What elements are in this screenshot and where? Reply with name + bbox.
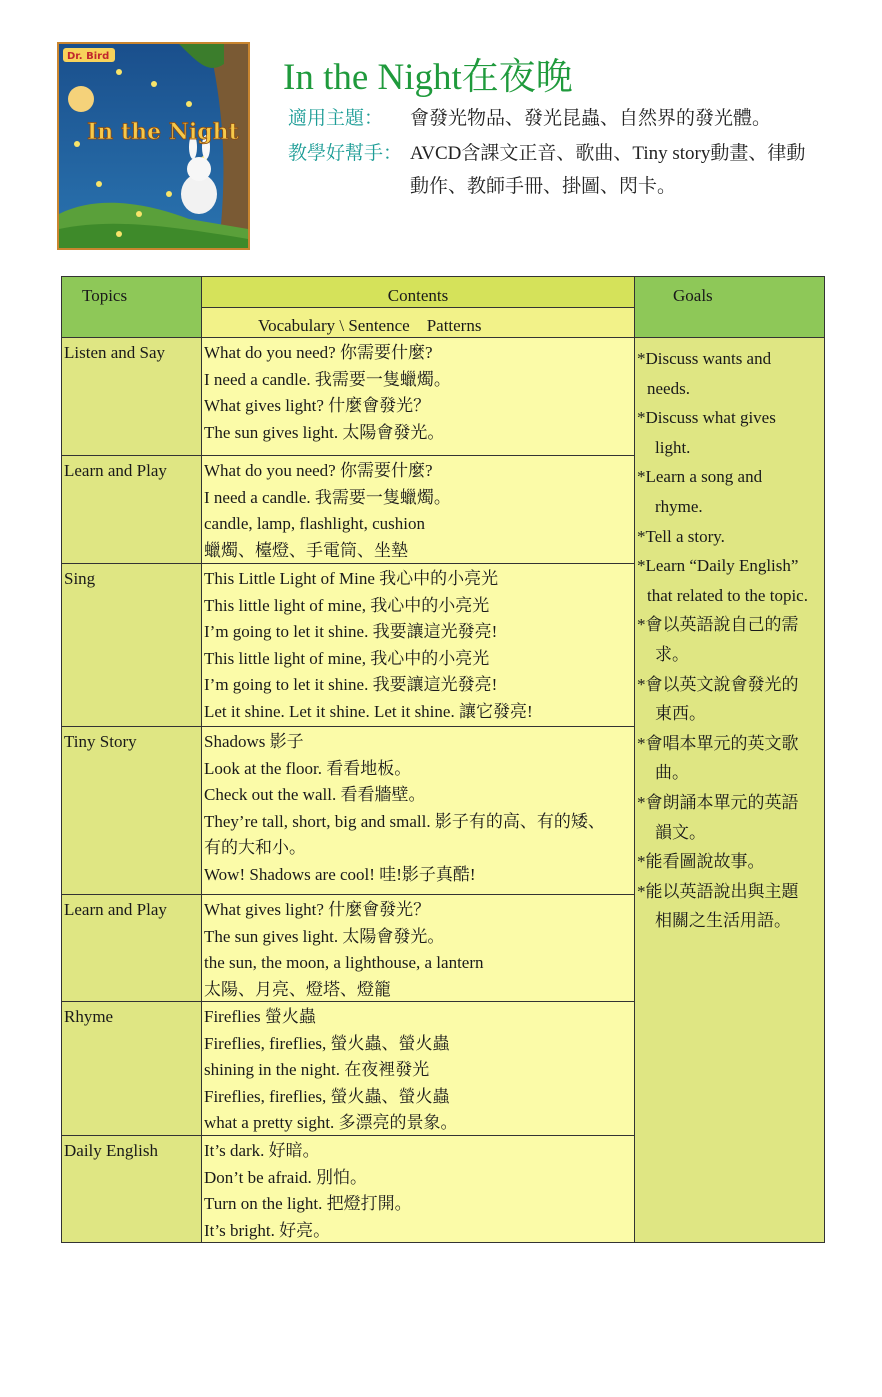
content-line: what a pretty sight. 多漂亮的景象。: [204, 1113, 458, 1132]
content-line: Turn on the light. 把燈打開。: [204, 1194, 412, 1213]
goal-line: *能看圖說故事。: [637, 852, 765, 872]
curriculum-table: [61, 276, 825, 1243]
topic-cell: Listen and Say: [62, 338, 202, 456]
goal-line: *會以英文說會發光的: [637, 674, 799, 694]
content-line: It’s dark. 好暗。: [204, 1141, 320, 1160]
goal-line: 曲。: [655, 763, 689, 783]
content-line: Fireflies 螢火蟲: [204, 1007, 316, 1026]
content-line: candle, lamp, flashlight, cushion: [204, 514, 425, 533]
content-cell: [202, 1136, 635, 1242]
content-line: 太陽、月亮、燈塔、燈籠: [204, 979, 391, 999]
goal-line: *會以英語說自己的需: [637, 615, 799, 635]
goal-line: *Learn “Daily English”: [637, 556, 799, 576]
content-line: The sun gives light. 太陽會發光。: [204, 422, 445, 442]
goal-line: *能以英語說出與主題: [637, 881, 799, 901]
content-line: Check out the wall. 看看牆壁。: [204, 785, 426, 804]
content-line: I’m going to let it shine. 我要讓這光發亮!: [204, 622, 498, 641]
header-topics: Topics: [62, 277, 202, 338]
content-cell: [202, 1002, 635, 1136]
content-line: What gives light? 什麼會發光？: [204, 396, 431, 415]
theme-row: [288, 103, 771, 130]
content-line: What do you need? 你需要什麼?: [204, 461, 433, 480]
cover-brand: Dr. Bird: [67, 51, 110, 62]
content-line: 有的大和小。: [204, 838, 306, 857]
aids-row: [288, 138, 805, 165]
header-contents: Contents: [202, 277, 635, 308]
content-cell: [202, 564, 635, 727]
goal-line: rhyme.: [655, 496, 703, 516]
content-line: 蠟燭、檯燈、手電筒、坐墊: [204, 540, 408, 560]
aids-text: AVCD含課文正音、歌曲、Tiny story動畫、律動: [410, 143, 806, 164]
cover-title: In the Night: [87, 119, 239, 145]
book-cover: [57, 42, 250, 250]
content-cell: [202, 895, 635, 1002]
goal-line: *Learn a song and: [637, 467, 763, 487]
content-line: Shadows 影子: [204, 732, 304, 751]
header-goals: Goals: [635, 277, 824, 338]
goal-line: 求。: [655, 644, 689, 664]
content-line: shining in the night. 在夜裡發光: [204, 1060, 430, 1079]
goals-cell: [635, 338, 824, 1242]
content-cell: [202, 456, 635, 564]
goal-line: 韻文。: [655, 822, 706, 842]
content-line: Fireflies, fireflies, 螢火蟲、螢火蟲: [204, 1033, 450, 1053]
content-line: Don’t be afraid. 別怕。: [204, 1167, 368, 1187]
content-line: the sun, the moon, a lighthouse, a lantern: [204, 953, 484, 972]
content-line: This Little Light of Mine 我心中的小亮光: [204, 569, 499, 588]
content-line: Look at the floor. 看看地板。: [204, 758, 412, 778]
goal-line: *會唱本單元的英文歌: [637, 733, 799, 753]
content-line: What do you need? 你需要什麼?: [204, 343, 433, 362]
topic-cell: Learn and Play: [62, 456, 202, 564]
goal-line: *Discuss what gives: [637, 408, 776, 428]
topic-cell: Daily English: [62, 1136, 202, 1242]
header-vocab: Vocabulary \ Sentence Patterns: [202, 308, 635, 338]
content-cell: [202, 338, 635, 456]
cover-illustration: [59, 44, 248, 248]
theme-text: 會發光物品、發光昆蟲、自然界的發光體。: [410, 108, 772, 129]
goal-line: 東西。: [655, 704, 706, 724]
content-line: Wow! Shadows are cool! 哇!影子真酷!: [204, 864, 476, 884]
topic-cell: Tiny Story: [62, 727, 202, 895]
goal-line: *Discuss wants and: [637, 349, 772, 368]
moon-icon: [68, 86, 94, 112]
goal-line: 相關之生活用語。: [655, 911, 791, 931]
theme-label: 適用主題：: [288, 108, 384, 129]
topic-cell: Rhyme: [62, 1002, 202, 1136]
goal-line: *Tell a story.: [637, 526, 725, 546]
topic-cell: Learn and Play: [62, 895, 202, 1002]
content-line: Fireflies, fireflies, 螢火蟲、螢火蟲: [204, 1086, 450, 1106]
page-title: In the Night在夜晚: [283, 57, 573, 98]
topic-cell: Sing: [62, 564, 202, 727]
content-line: Let it shine. Let it shine. Let it shine. 讓它發亮!: [204, 701, 533, 721]
content-line: What gives light? 什麼會發光？: [204, 900, 431, 919]
aids-text-continued: 動作、教師手冊、掛圖、閃卡。: [410, 176, 677, 197]
content-line: This little light of mine, 我心中的小亮光: [204, 648, 490, 668]
content-line: They’re tall, short, big and small. 影子有的高、有的矮、: [204, 811, 605, 831]
content-line: I need a candle. 我需要一隻蠟燭。: [204, 369, 451, 389]
aids-label: 教學好幫手：: [288, 143, 403, 164]
goal-line: *會朗誦本單元的英語: [637, 792, 799, 812]
content-line: I need a candle. 我需要一隻蠟燭。: [204, 487, 451, 507]
goal-line: needs.: [647, 378, 690, 398]
goal-line: light.: [655, 437, 691, 457]
aids-row-continued: [410, 171, 676, 198]
content-line: I’m going to let it shine. 我要讓這光發亮!: [204, 675, 498, 694]
content-line: It’s bright. 好亮。: [204, 1220, 331, 1240]
content-line: The sun gives light. 太陽會發光。: [204, 926, 445, 946]
content-cell: [202, 727, 635, 895]
goal-line: that related to the topic.: [647, 585, 808, 605]
content-line: This little light of mine, 我心中的小亮光: [204, 595, 490, 615]
